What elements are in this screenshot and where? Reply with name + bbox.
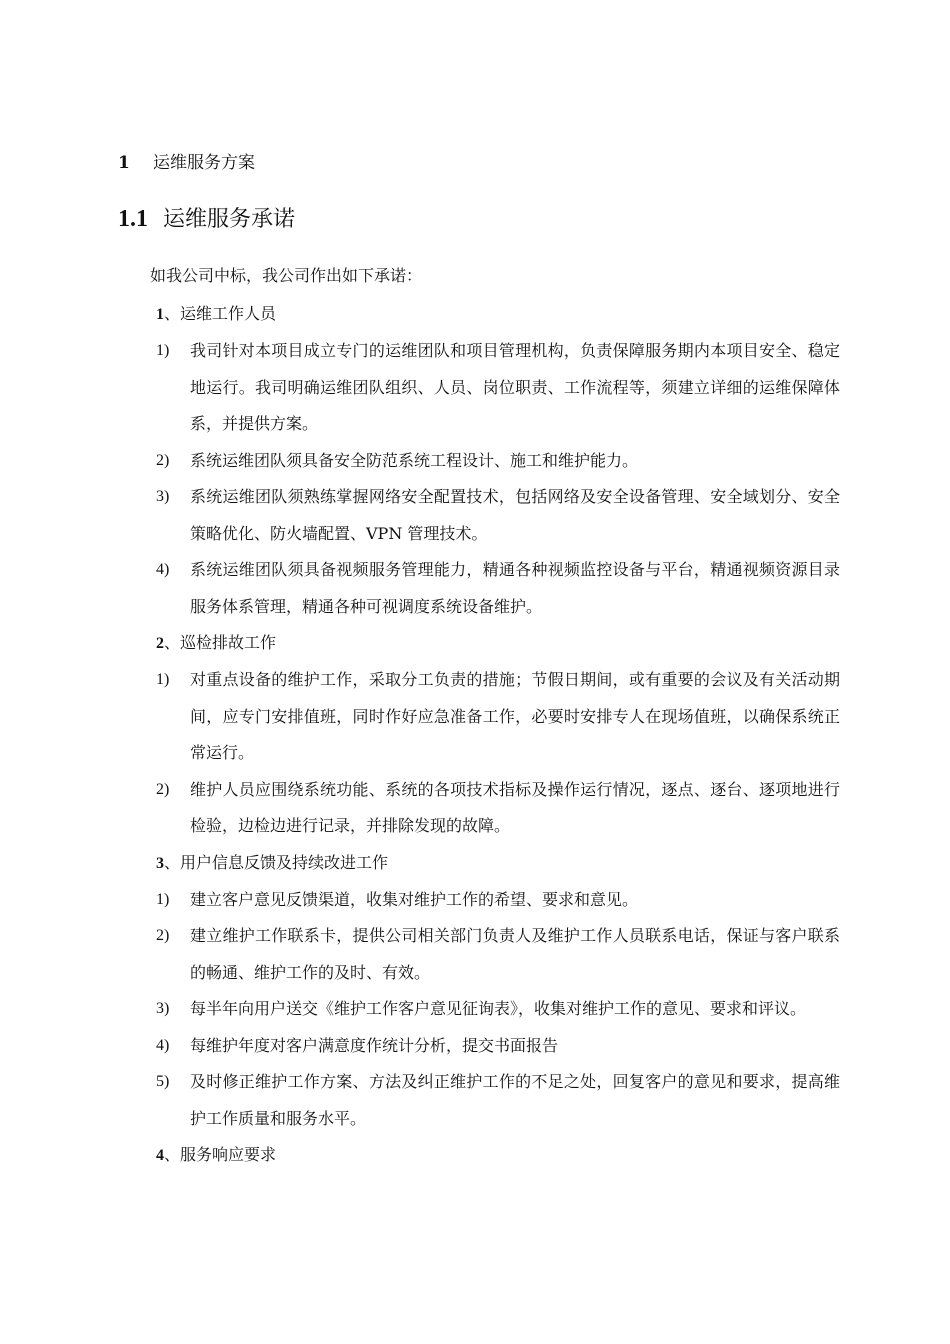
- section-title: 、服务响应要求: [164, 1145, 277, 1164]
- list-item: [150, 552, 840, 625]
- section-title: 、用户信息反馈及持续改进工作: [164, 852, 389, 872]
- section-number: 3: [156, 854, 164, 872]
- section-title: 、巡检排故工作: [164, 633, 277, 652]
- heading-1-number: 1: [118, 153, 130, 173]
- section-number: 4: [156, 1147, 164, 1164]
- heading-2-number: 1.1: [118, 206, 148, 232]
- item-text: 建立维护工作联系卡，提供公司相关部门负责人及维护工作人员联系电话，保证与客户联系的畅通、维护工作的及时、有效。: [190, 926, 840, 982]
- list-item: [150, 333, 840, 443]
- item-text: 维护人员应围绕系统功能、系统的各项技术指标及操作运行情况，逐点、逐台、逐项地进行检验，边检边进行记录，并排除发现的故障。: [190, 779, 840, 835]
- item-number: 1): [156, 342, 170, 359]
- item-text: 及时修正维护工作方案、方法及纠正维护工作的不足之处，回复客户的意见和要求，提高维护工作质量和服务水平。: [190, 1072, 840, 1128]
- item-text: 系统运维团队须熟练掌握网络安全配置技术，包括网络及安全设备管理、安全域划分、安全策略优化、防火墙配置、VPN 管理技术。: [190, 487, 840, 543]
- item-number: 4): [156, 1036, 170, 1054]
- item-text: 每维护年度对客户满意度作统计分析，提交书面报告: [190, 1035, 559, 1055]
- item-number: 3): [156, 488, 170, 505]
- item-number: 2): [156, 451, 170, 469]
- list-item: [150, 443, 840, 480]
- section-number: 1: [156, 306, 164, 323]
- item-text: 系统运维团队须具备视频服务管理能力，精通各种视频监控设备与平台，精通视频资源目录服务体系管理，精通各种可视调度系统设备维护。: [190, 560, 840, 616]
- document-body: [150, 296, 840, 1174]
- item-text: 建立客户意见反馈渠道，收集对维护工作的希望、要求和意见。: [190, 889, 639, 909]
- section-heading: [150, 296, 840, 333]
- item-number: 2): [156, 927, 170, 944]
- list-item: [150, 991, 840, 1028]
- list-item: [150, 772, 840, 845]
- heading-1: [118, 150, 255, 176]
- section-heading: [150, 625, 840, 662]
- item-text: 对重点设备的维护工作，采取分工负责的措施；节假日期间，或有重要的会议及有关活动期间，应专门安排值班，同时作好应急准备工作，必要时安排专人在现场值班，以确保系统正常运行。: [190, 670, 840, 762]
- heading-1-title: 运维服务方案: [153, 153, 255, 173]
- item-number: 1): [156, 671, 170, 688]
- section-title: 、运维工作人员: [164, 304, 277, 323]
- list-item: [150, 882, 840, 919]
- intro-paragraph: 如我公司中标，我公司作出如下承诺：: [150, 266, 423, 285]
- section-heading: [150, 1137, 840, 1174]
- item-text: 我司针对本项目成立专门的运维团队和项目管理机构，负责保障服务期内本项目安全、稳定地运行。我司明确运维团队组织、人员、岗位职责、工作流程等，须建立详细的运维保障体系，并提供方案。: [190, 341, 840, 433]
- section-number: 2: [156, 635, 164, 652]
- item-number: 3): [156, 1000, 170, 1017]
- item-number: 1): [156, 890, 170, 908]
- item-number: 4): [156, 561, 170, 578]
- heading-2: [118, 202, 295, 237]
- list-item: [150, 479, 840, 552]
- section-heading: [150, 845, 840, 882]
- list-item: [150, 1028, 840, 1065]
- item-number: 5): [156, 1073, 170, 1090]
- list-item: [150, 662, 840, 772]
- list-item: [150, 918, 840, 991]
- item-number: 2): [156, 780, 170, 798]
- heading-2-title: 运维服务承诺: [163, 207, 296, 232]
- item-text: 每半年向用户送交《维护工作客户意见征询表》，收集对维护工作的意见、要求和评议。: [190, 999, 807, 1018]
- item-text: 系统运维团队须具备安全防范系统工程设计、施工和维护能力。: [190, 450, 639, 470]
- list-item: [150, 1064, 840, 1137]
